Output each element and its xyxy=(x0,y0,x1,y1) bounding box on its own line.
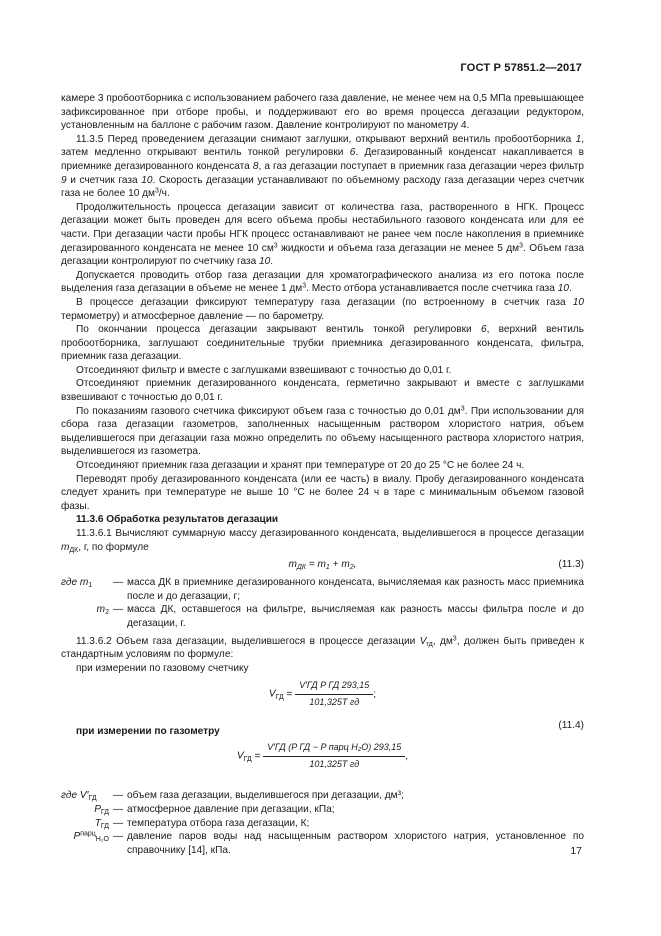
paragraph: Отсоединяют приемник газа дегазации и хранят при температуре от 20 до 25 °С не более 24 ч. xyxy=(76,460,525,472)
paragraph: По показаниям газового счетчика фиксируют объем газа с точностью до 0,01 $дм^3$. При использовании для сбора газа дегазации газометров, заполненных насыщенным раствором хлористого натрия, объем выделившегося при дегазации газа можно определить по объему насыщенного раствора хлористого натрия, выделившегося из газометра. xyxy=(61,405,584,458)
where-item: $P_{ГД}$ — атмосферное давление при дегазации, кПа; xyxy=(94,803,335,816)
paragraph: Допускается проводить отбор газа дегазации для хроматографического анализа из его потока после выделения газа дегазации в объеме не менее 1 $дм^3$. Место отбора устанавливается после счетчика газа 10. xyxy=(61,269,584,295)
where-item: где $m_1$ — масса ДК в приемнике дегазированного конденсата, вычисляемая как разность масс приемника после и до дегазации, г; xyxy=(61,577,584,602)
where-item: где $V'_{ГД}$ — объем газа дегазации, выделившегося при дегазации, дм³; xyxy=(61,790,404,803)
where-item: $T_{ГД}$ — температура отбора газа дегазации, К; xyxy=(94,817,310,830)
paragraph: Переводят пробу дегазированного конденсата (или ее часть) в виалу. Пробу дегазированного конденсата следует хранить при температуре не выше 10 °С не более 24 ч в таре с минимальным объемом газовой фазы. xyxy=(61,473,584,512)
document-body xyxy=(61,92,584,857)
paragraph: 11.3.5 Перед проведением дегазации снимают заглушки, открывают верхний вентиль пробоотборника 1, затем медленно открывают вентиль тонкой регулировки 6. Дегазированный конденсат накапливается в приемнике дегазированного конденсата 8, а газ дегазации поступает в приемник газа дегазации через фильтр 9 и счетчик газа 10. Скорость дегазации устанавливают по объемному расходу газа дегазации через счетчик газа не более 10 $дм^3/ч$. xyxy=(61,133,584,200)
where-item: $m_2$ — масса ДК, оставшегося на фильтре, вычисляемая как разность массы фильтра после и до дегазации, г. xyxy=(96,604,584,629)
label-gasometer: при измерении по газометру xyxy=(76,726,220,738)
formula-11-4b: $V_{ГД}$ = $\frac{\text{V′ГД (P ГД − P парц H₂O) 293,15}}{\text{101,325T гд}}$ , xyxy=(236,742,409,769)
page-number: 17 xyxy=(570,845,582,857)
paragraph: камере 3 пробоотборника с использованием рабочего газа давление, не менее чем на 0,5 МПа превышающее зафиксированное при отборе пробы, и поддерживают его во время процесса дегазации редуктором, установленным на баллоне с рабочим газом. Давление контролируют по манометру 4. xyxy=(61,93,584,132)
paragraph: По окончании процесса дегазации закрывают вентиль тонкой регулировки 6, верхний вентиль пробоотборника, заглушают соединительные трубки приемника дегазированного конденсата, фильтра, приемник газа дегазации. xyxy=(61,324,584,363)
formula-11-4a: $V_{ГД}$ = $\frac{\text{V′ГД P ГД 293,15}}{\text{101,325T гд}}$ ; xyxy=(268,680,377,707)
paragraph: при измерении по газовому счетчику xyxy=(76,662,249,674)
paragraph: Отсоединяют фильтр и вместе с заглушками взвешивают с точностью до 0,01 г. xyxy=(76,364,452,376)
paragraph: Продолжительность процесса дегазации зависит от количества газа, растворенного в НГК. Процесс дегазации может быть проведен для всего объема пробы нестабильного газового конденсата или для ее части. При дегазации части пробы НГК процесс останавливают не ранее чем после накопления в приемнике дегазированного конденсата не менее 10 $см^3$ жидкости и объема газа дегазации не менее 5 $дм^3$. Объем газа дегазации контролируют по счетчику газа 10. xyxy=(61,201,584,268)
document-header: ГОСТ Р 57851.2—2017 xyxy=(460,62,582,74)
formula-number: (11.4) xyxy=(558,720,584,732)
formula-number: (11.3) xyxy=(558,559,584,571)
paragraph: 11.3.6.1 Вычисляют суммарную массу дегазированного конденсата, выделившегося в процессе дегазации $m_{ДК}$, г, по формуле xyxy=(61,528,584,554)
where-item: $P^{парц}_{H_2O}$ — давление паров воды над насыщенным раствором хлористого натрия, установленное по справочнику [14], кПа. xyxy=(73,830,584,856)
paragraph: Отсоединяют приемник дегазированного конденсата, герметично закрывают и вместе с заглушками взвешивают с точностью до 0,01 г. xyxy=(61,378,584,404)
paragraph: В процессе дегазации фиксируют температуру газа дегазации (по встроенному в счетчик газа 10 термометру) и атмосферное давление — по барометру. xyxy=(61,296,584,322)
paragraph: 11.3.6.2 Объем газа дегазации, выделившегося в процессе дегазации $V_{гд}$, $дм^3$, должен быть приведен к стандартным условиям по формуле: xyxy=(61,635,585,661)
formula-11-4-label-row xyxy=(61,720,584,739)
formula-11-3: $m_{ДК} = m_1 + m_2$, (11.3) xyxy=(288,559,584,572)
section-heading: 11.3.6 Обработка результатов дегазации xyxy=(76,514,279,526)
